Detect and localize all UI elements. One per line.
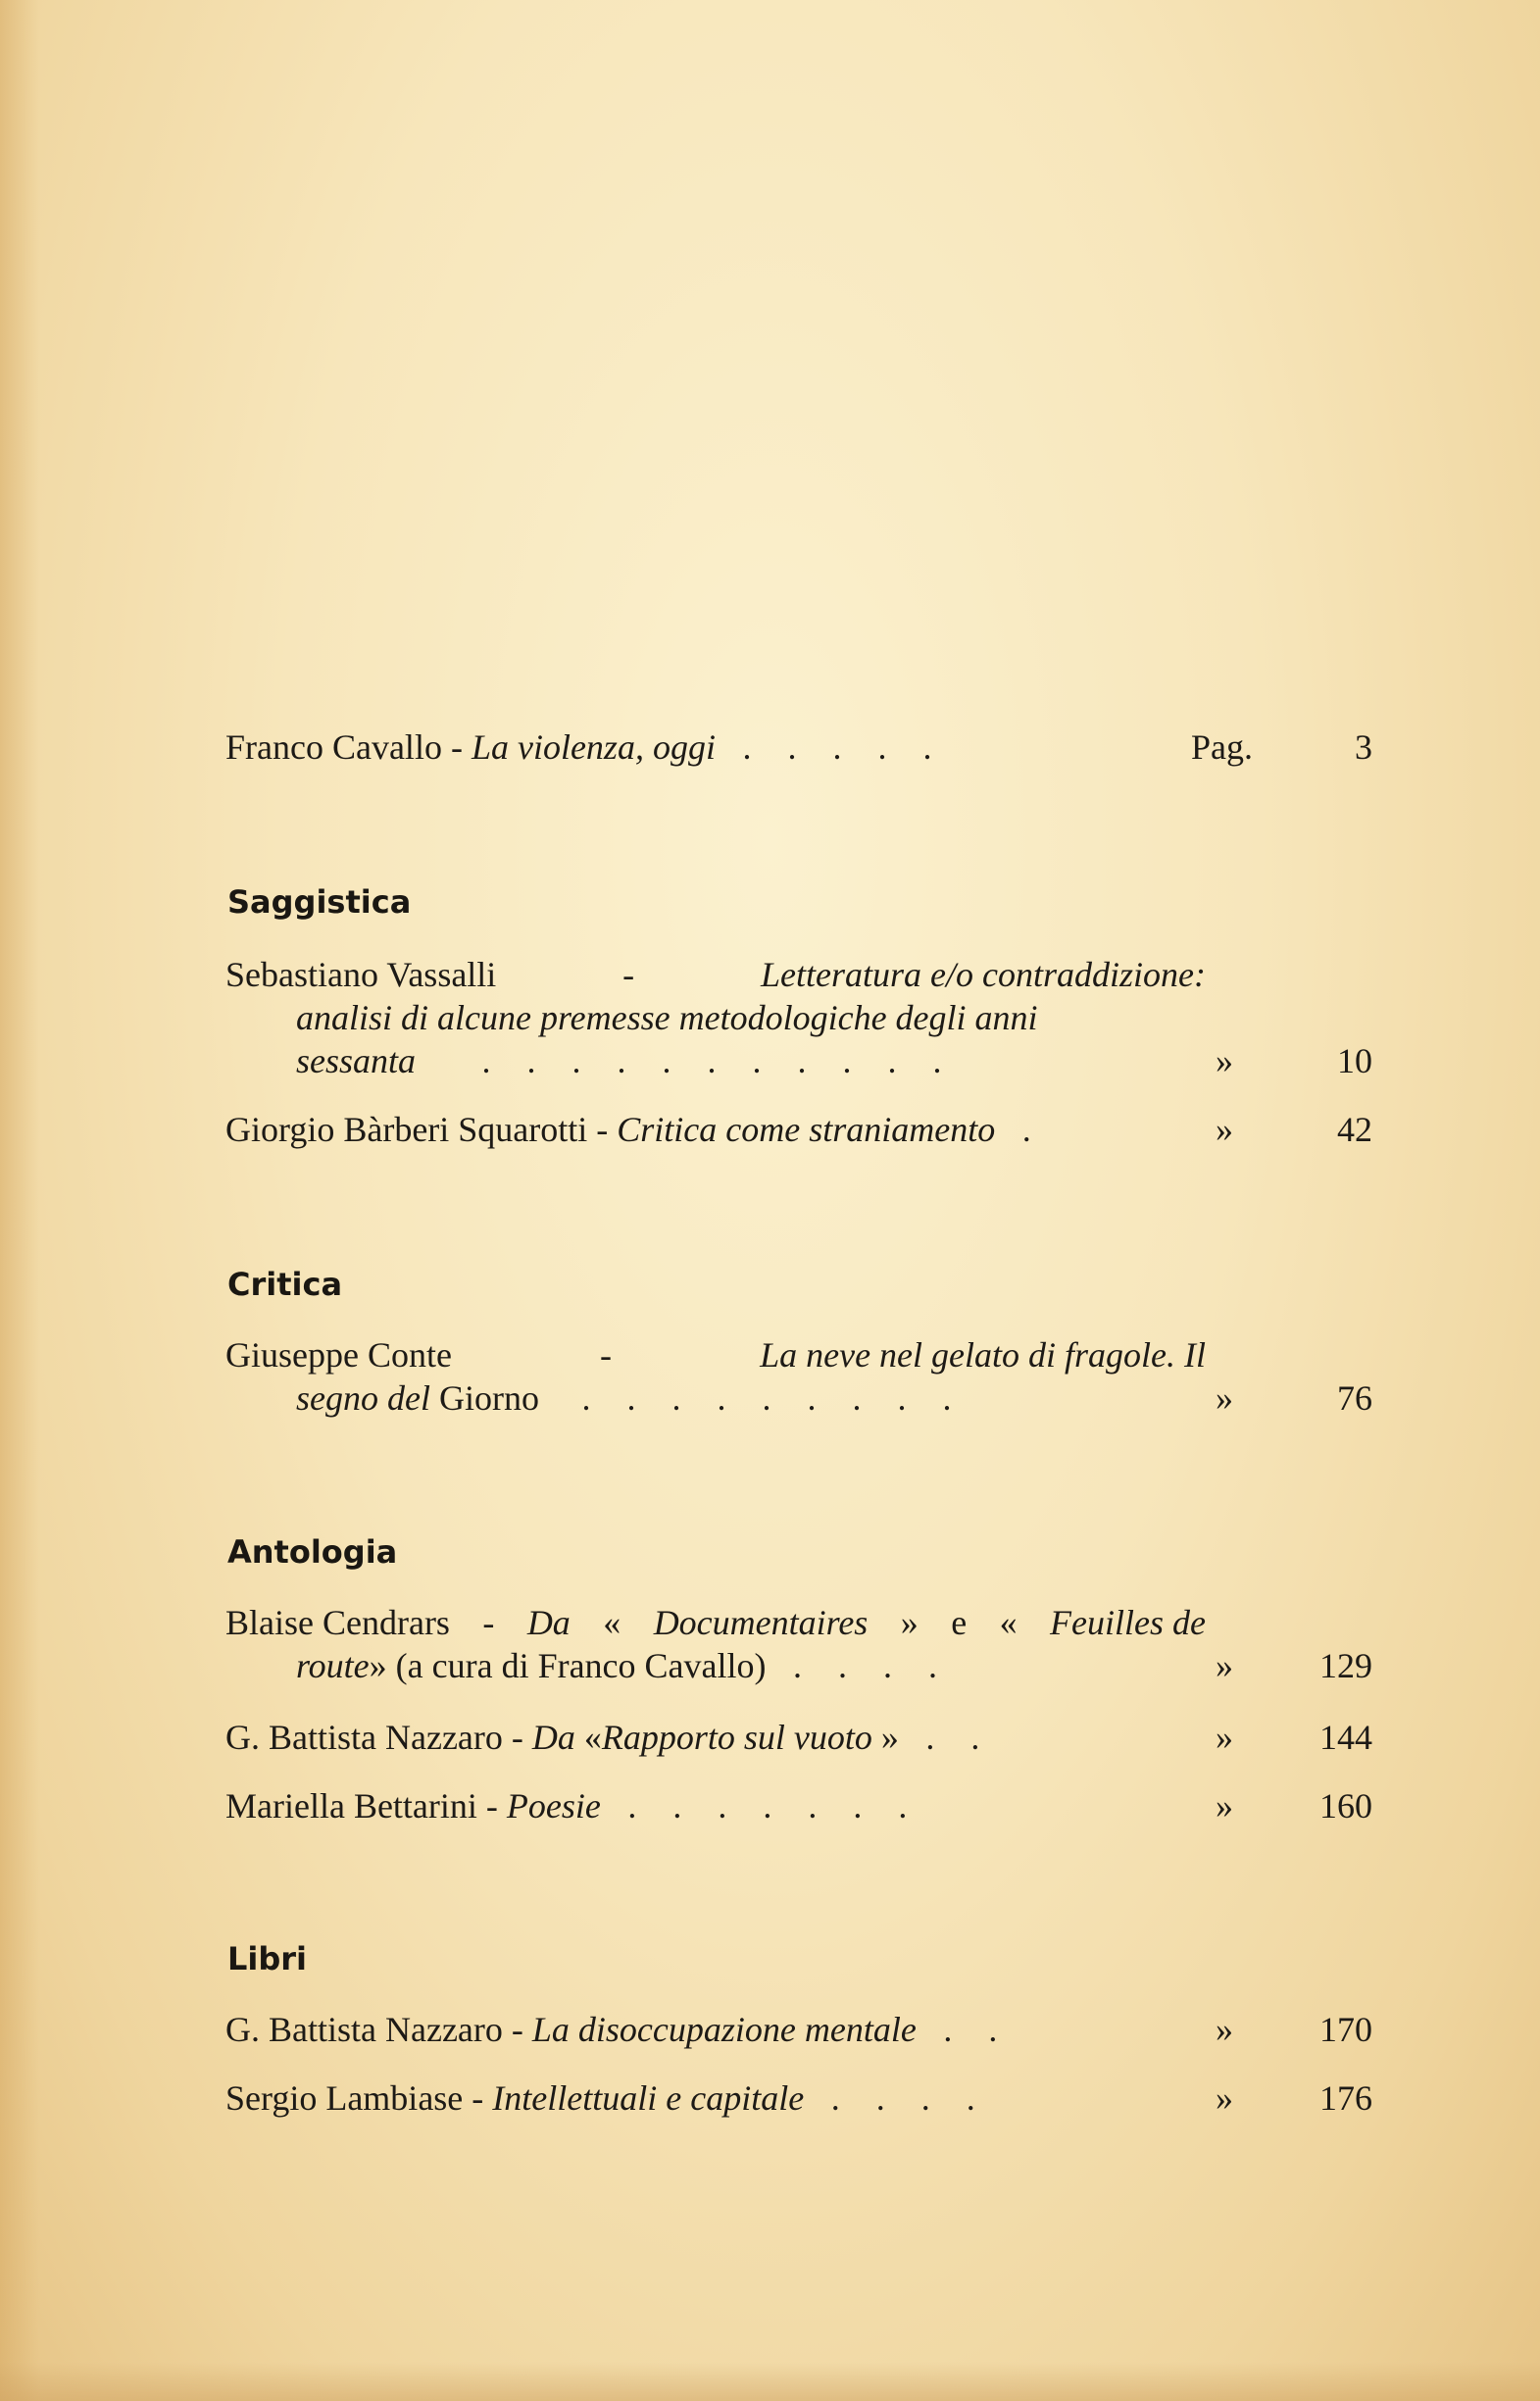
section-heading-libri: Libri xyxy=(227,1940,308,1977)
entry-title-line: sessanta xyxy=(296,1041,417,1080)
separator-dash: - xyxy=(600,1335,613,1375)
separator-dash: - xyxy=(472,2078,484,2118)
continuation-mark: » xyxy=(1216,1041,1233,1080)
entry-title: Critica come straniamento xyxy=(617,1110,996,1149)
entry-author: Franco Cavallo xyxy=(225,727,442,767)
page-number: 3 xyxy=(1355,727,1372,767)
entry-conjunction: e xyxy=(951,1603,968,1642)
section-heading-saggistica: Saggistica xyxy=(227,883,412,921)
entry-author: G. Battista Nazzaro xyxy=(225,2010,503,2049)
page-reference xyxy=(1216,1376,1372,1420)
entry-author: Blaise Cendrars xyxy=(225,1603,450,1642)
entry-title: Poesie xyxy=(506,1786,601,1826)
toc-entry-line xyxy=(225,1108,1372,1151)
leader-dots: . . . . xyxy=(830,2078,975,2118)
entry-title: La violenza, oggi xyxy=(471,727,716,767)
toc-entry xyxy=(225,1333,1372,1420)
entry-title: Documentaires xyxy=(653,1603,869,1642)
toc-entry-line xyxy=(225,1784,1372,1827)
leader-dots: . . . . . . . xyxy=(627,1786,908,1826)
continuation-mark: » xyxy=(1216,1718,1233,1757)
entry-title-line: Letteratura e/o contraddizione: xyxy=(761,955,1206,994)
separator-dash: - xyxy=(596,1110,609,1149)
entry-title-line: Giorno xyxy=(438,1378,539,1418)
leader-dots: . . . . . . . . . xyxy=(581,1378,952,1418)
toc-entry-line xyxy=(225,2008,1372,2051)
page-number: 42 xyxy=(1337,1110,1372,1149)
continuation-mark: » xyxy=(1216,2010,1233,2049)
leader-dots: . . . . xyxy=(793,1646,937,1685)
toc-entry xyxy=(225,1716,1372,1759)
quote-open: « xyxy=(583,1718,602,1757)
entry-title-line: analisi di alcune premesse metodologiche degli anni xyxy=(296,998,1038,1037)
page-edge-shadow-bottom xyxy=(0,2362,1540,2401)
page-reference xyxy=(1216,2076,1372,2120)
continuation-mark: » xyxy=(1216,1110,1233,1149)
separator-dash: - xyxy=(511,1718,523,1757)
quote-close: » xyxy=(900,1603,919,1642)
entry-title: Intellettuali e capitale xyxy=(492,2078,805,2118)
leader-dots: . . xyxy=(943,2010,998,2049)
entry-title-line: segno del xyxy=(296,1378,430,1418)
entry-prefix: Da xyxy=(531,1718,575,1757)
toc-entry-line xyxy=(225,2076,1372,2120)
entry-prefix: Da xyxy=(526,1603,571,1642)
toc-entry xyxy=(225,2008,1372,2051)
entry-author: Sergio Lambiase xyxy=(225,2078,464,2118)
page-number: 160 xyxy=(1319,1786,1372,1826)
section-heading-critica: Critica xyxy=(227,1266,343,1303)
toc-entry-line xyxy=(225,1716,1372,1759)
quote-close: » xyxy=(369,1646,387,1685)
entry-author: Giorgio Bàrberi Squarotti xyxy=(225,1110,588,1149)
page-number: 176 xyxy=(1319,2078,1372,2118)
page-reference xyxy=(1216,1644,1372,1687)
entry-note: (a cura di Franco Cavallo) xyxy=(395,1646,767,1685)
page-reference xyxy=(1216,2008,1372,2051)
quote-close: » xyxy=(880,1718,899,1757)
entry-author: Sebastiano Vassalli xyxy=(225,955,497,994)
entry-author: G. Battista Nazzaro xyxy=(225,1718,503,1757)
page-reference xyxy=(1216,1108,1372,1151)
toc-entry xyxy=(225,2076,1372,2120)
continuation-mark: » xyxy=(1216,2078,1233,2118)
entry-author: Giuseppe Conte xyxy=(225,1335,452,1375)
page-number: 170 xyxy=(1319,2010,1372,2049)
leader-dots: . xyxy=(1021,1110,1031,1149)
toc-entry-line xyxy=(225,1039,1372,1082)
toc-entry xyxy=(225,953,1372,1082)
quote-open: « xyxy=(603,1603,621,1642)
toc-entry xyxy=(225,1784,1372,1827)
leader-dots: . . . . . . . . . . . xyxy=(481,1041,942,1080)
page-label: Pag. xyxy=(1191,727,1253,767)
separator-dash: - xyxy=(485,1786,498,1826)
entry-title-line: Feuilles de xyxy=(1050,1603,1206,1642)
entry-title: Rapporto sul vuoto xyxy=(601,1718,872,1757)
toc-entry-line xyxy=(225,1333,1206,1376)
toc-entry-line xyxy=(225,1601,1206,1644)
separator-dash: - xyxy=(622,955,635,994)
page-reference xyxy=(1216,1039,1372,1082)
page-reference xyxy=(1216,1784,1372,1827)
page-edge-shadow xyxy=(0,0,39,2401)
separator-dash: - xyxy=(511,2010,523,2049)
entry-title: La disoccupazione mentale xyxy=(531,2010,917,2049)
toc-entry-line xyxy=(225,725,1372,769)
section-heading-antologia: Antologia xyxy=(227,1533,398,1571)
page-number: 10 xyxy=(1337,1041,1372,1080)
toc-entry-line xyxy=(225,953,1206,996)
page-number: 129 xyxy=(1319,1646,1372,1685)
entry-author: Mariella Bettarini xyxy=(225,1786,477,1826)
entry-title-line: route xyxy=(296,1646,370,1685)
continuation-mark: » xyxy=(1216,1786,1233,1826)
toc-entry xyxy=(225,1601,1372,1687)
separator-dash: - xyxy=(482,1603,495,1642)
separator-dash: - xyxy=(450,727,463,767)
toc-entry-line xyxy=(225,1644,1372,1687)
quote-open: « xyxy=(999,1603,1018,1642)
leader-dots: . . xyxy=(925,1718,980,1757)
continuation-mark: » xyxy=(1216,1646,1233,1685)
entry-title-line: La neve nel gelato di fragole. Il xyxy=(760,1335,1206,1375)
page-reference xyxy=(1191,725,1372,769)
toc-entry-line xyxy=(225,1376,1372,1420)
leader-dots: . . . . . xyxy=(742,727,932,767)
toc-entry-intro xyxy=(225,725,1372,769)
page-number: 76 xyxy=(1337,1378,1372,1418)
toc-entry xyxy=(225,1108,1372,1151)
continuation-mark: » xyxy=(1216,1378,1233,1418)
page-reference xyxy=(1216,1716,1372,1759)
page-number: 144 xyxy=(1319,1718,1372,1757)
